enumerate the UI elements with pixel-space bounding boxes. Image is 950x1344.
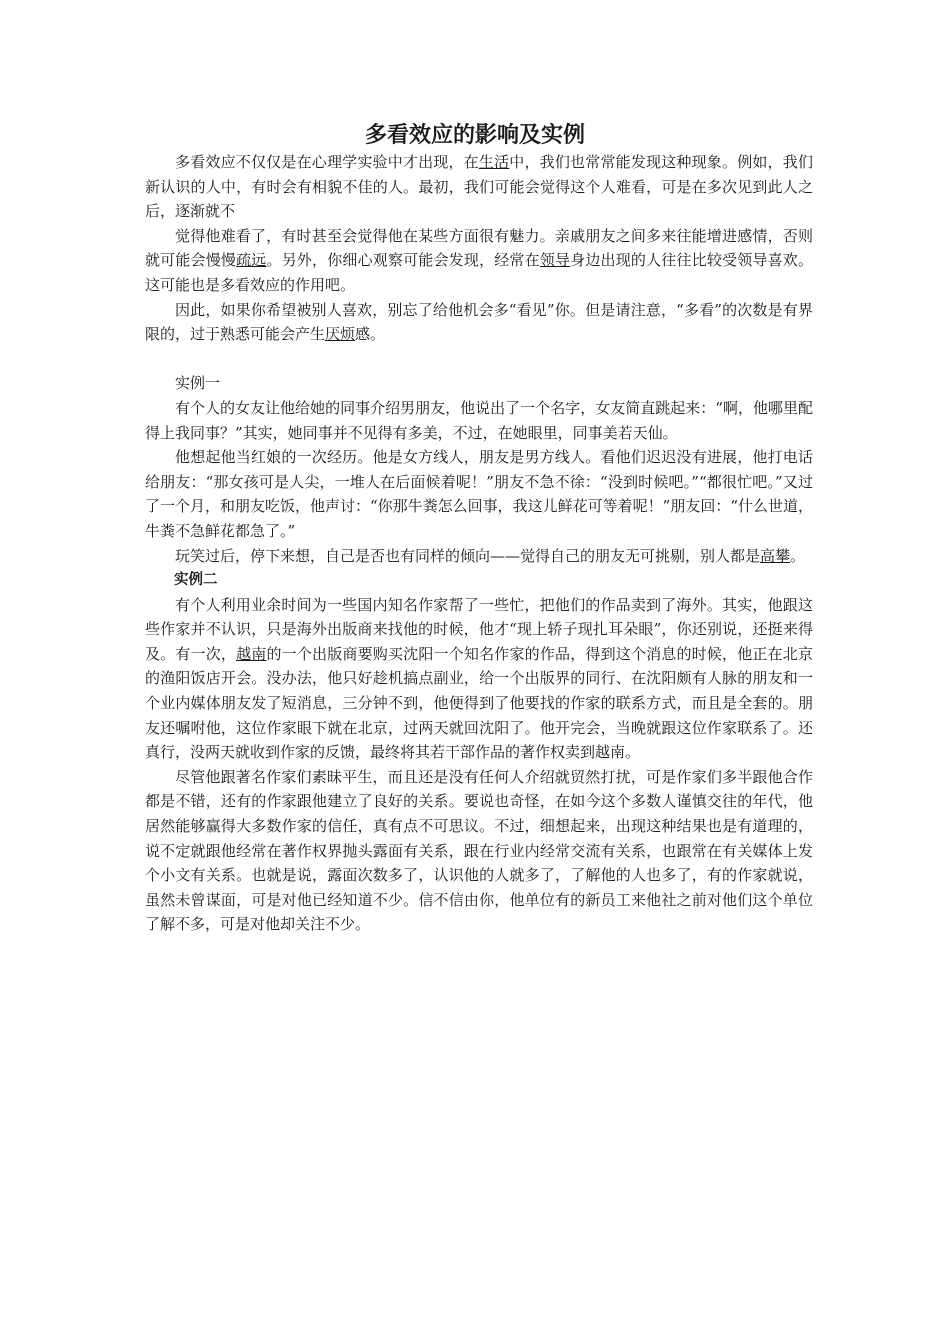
- document-body: [145, 150, 813, 937]
- link-shenghuo[interactable]: 生活: [478, 153, 510, 171]
- example2-paragraph-2: 尽管他跟著名作家们素昧平生，而且还是没有任何人介绍就贸然打扰，可是作家们多半跟他合作都是不错，还有的作家跟他建立了良好的关系。要说也奇怪，在如今这个多数人谨慎交往的年代，他居然能够赢得大多数作家的信任，真有点不可思议。不过，细想起来，出现这种结果也是有道理的，说不定就跟他经常在著作权界抛头露面有关系，跟在行业内经常交流有关系，也跟常在有关媒体上发个小文有关系。也就是说，露面次数多了，认识他的人就多了，了解他的人也多了，有的作家就说，虽然未曾谋面，可是对他已经知道不少。信不信由你，他单位有的新员工来他社之前对他们这个单位了解不多，可是对他却关注不少。: [145, 767, 813, 934]
- intro-paragraph-1: 多看效应不仅仅是在心理学实验中才出现，在生活中，我们也常常能发现这种现象。例如，我们新认识的人中，有时会有相貌不佳的人。最初，我们可能会觉得这个人难看，可是在多次见到此人之后，逐渐就不: [145, 153, 813, 221]
- example2-paragraph-1: 有个人利用业余时间为一些国内知名作家帮了一些忙，把他们的作品卖到了海外。其实，他跟这些作家并不认识，只是海外出版商来找他的时候，他才“现上轿子现扎耳朵眼”，你还别说，还挺来得及。有一次，越南的一个出版商要购买沈阳一个知名作家的作品，得到这个消息的时候，他正在北京的渔阳饭店开会。没办法，他只好趁机搞点副业，给一个出版界的同行、在沈阳颇有人脉的朋友和一个业内媒体朋友发了短消息，三分钟不到，他便得到了他要找的作家的联系方式，而且是全套的。朋友还嘱咐他，这位作家眼下就在北京，过两天就回沈阳了。他开完会，当晚就跟这位作家联系了。还真行，没两天就收到作家的反馈，最终将其若干部作品的著作权卖到越南。: [145, 595, 813, 762]
- link-gaopan[interactable]: 高攀: [760, 546, 791, 565]
- intro-paragraph-3: 因此，如果你希望被别人喜欢，别忘了给他机会多“看见”你。但是请注意，“多看”的次数是有界限的，过于熟悉可能会产生厌烦感。: [145, 300, 813, 344]
- example1-paragraph-3: 玩笑过后，停下来想，自己是否也有同样的倾向——觉得自己的朋友无可挑剔，别人都是高攀。: [175, 546, 806, 565]
- document-title: 多看效应的影响及实例: [364, 123, 585, 148]
- spacer: [145, 347, 813, 372]
- link-yanfan[interactable]: 厌烦: [325, 325, 356, 344]
- link-lingdao[interactable]: 领导: [539, 251, 571, 270]
- example2-heading: 实例二: [174, 572, 218, 589]
- example1-paragraph-1: 有个人的女友让他给她的同事介绍男朋友，他说出了一个名字，女友简直跳起来：“啊，他哪里配得上我同事？”其实，她同事并不见得有多美，不过，在她眼里，同事美若天仙。: [145, 398, 813, 442]
- link-shuyuan[interactable]: 疏远: [236, 251, 267, 270]
- example1-heading: 实例一: [175, 374, 221, 393]
- link-yuenan[interactable]: 越南: [236, 644, 267, 663]
- intro-paragraph-2: 觉得他难看了，有时甚至会觉得他在某些方面很有魅力。亲戚朋友之间多来往能增进感情，否则就可能会慢慢疏远。另外，你细心观察可能会发现，经常在领导身边出现的人往往比较受领导喜欢。这可能也是多看效应的作用吧。: [145, 226, 813, 294]
- example1-paragraph-2: 他想起他当红娘的一次经历。他是女方线人，朋友是男方线人。看他们迟迟没有进展，他打电话给朋友：“那女孩可是人尖，一堆人在后面候着呢！”朋友不急不徐：“没到时候吧。”“都很忙吧。”又过了一个月，和朋友吃饭，他声讨：“你那牛粪怎么回事，我这儿鲜花可等着呢！”朋友回：“什么世道，牛粪不急鲜花都急了。”: [145, 448, 814, 540]
